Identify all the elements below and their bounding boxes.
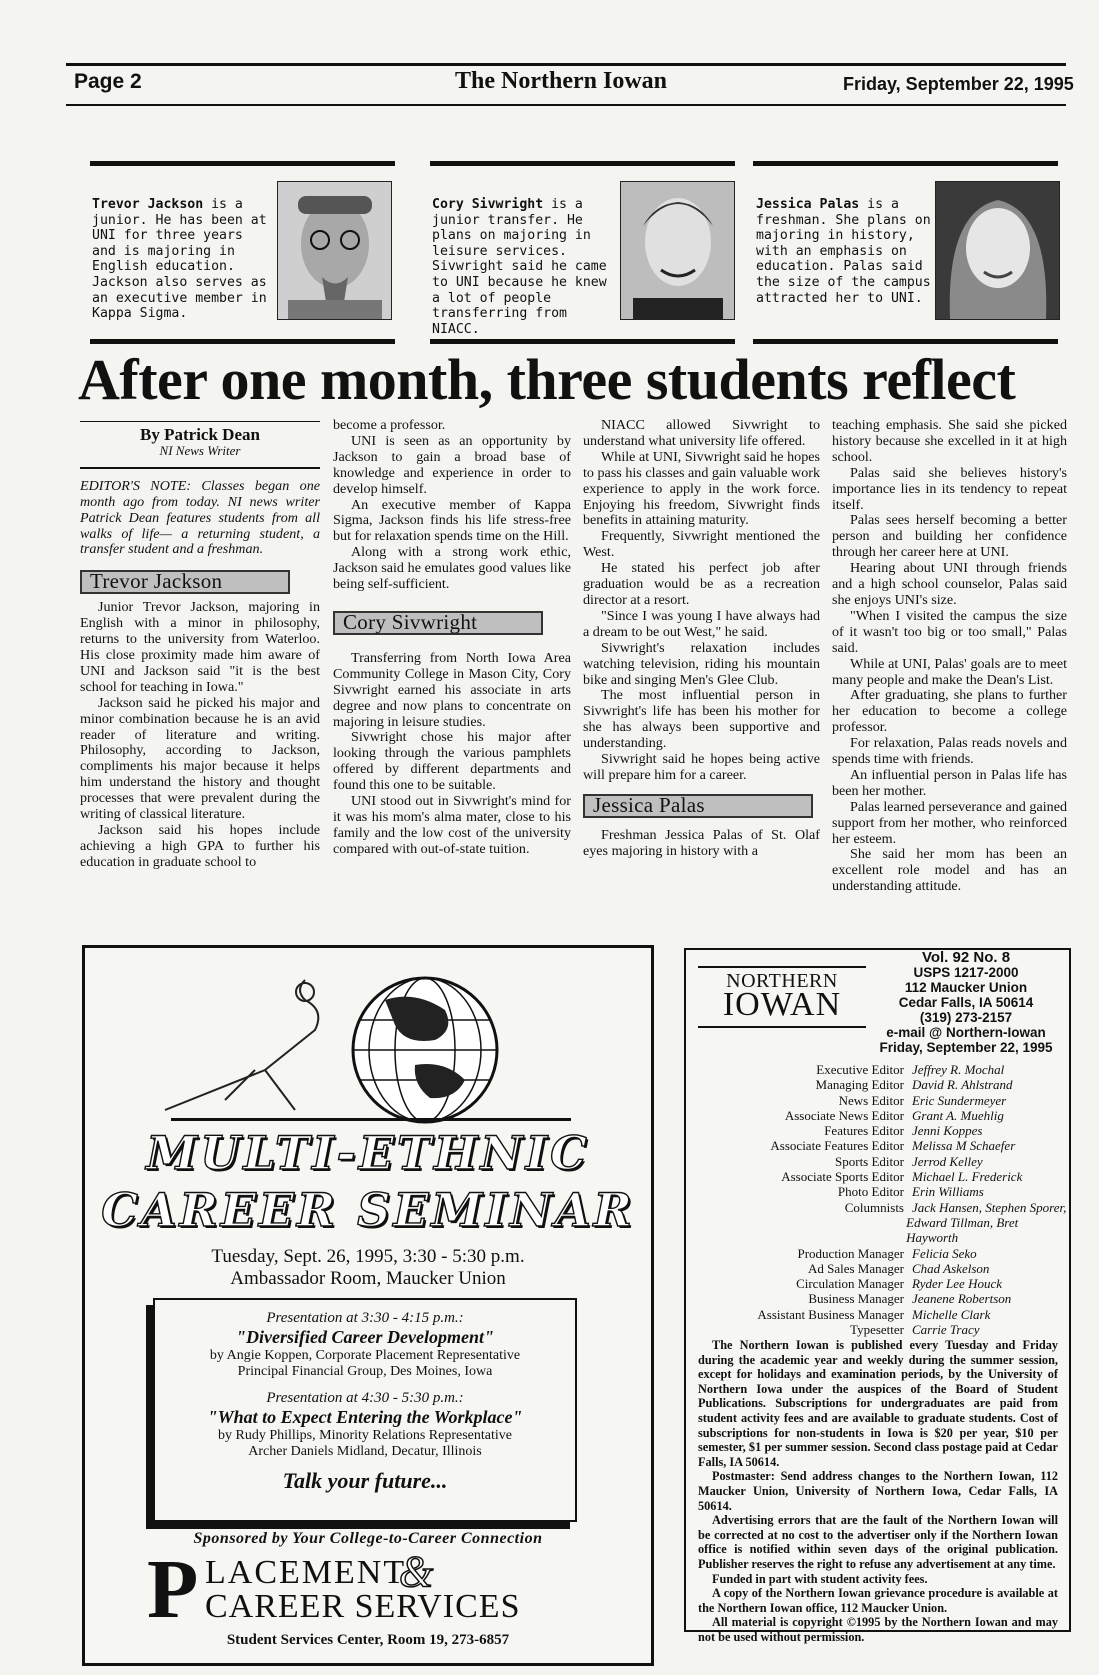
masthead-logo-1: NORTHERN	[726, 970, 838, 992]
masthead-logo-rule-top	[698, 966, 866, 968]
logo-p: P	[147, 1543, 199, 1636]
paragraph: Hearing about UNI through friends and a high school counselor, Palas said she enjoys UNI's size.	[832, 560, 1067, 608]
staff-list	[686, 1062, 1069, 1337]
article-column-1	[80, 425, 320, 871]
paragraph: Jackson said his hopes include achieving a high GPA to further his education in graduate school to	[80, 821, 320, 870]
card-rule-2	[430, 161, 735, 166]
paragraph: Sivwright chose his major after looking through the various pamphlets offered by different departments and found this one to be suitable.	[333, 729, 571, 794]
logo-line2: CAREER SERVICES	[205, 1588, 521, 1625]
headline: After one month, three students reflect	[78, 347, 1016, 412]
publication-info	[698, 1338, 1058, 1644]
p2-by: by Rudy Phillips, Minority Relations Representative	[218, 1428, 512, 1443]
presentations-box	[153, 1298, 577, 1522]
staff-row: Business Manager Jeanene Robertson	[808, 1291, 1012, 1307]
p1-title: "Diversified Career Development"	[236, 1327, 494, 1347]
staff-row: Sports Editor Jerrod Kelley	[835, 1153, 983, 1169]
issue-date: Friday, September 22, 1995	[843, 74, 1074, 94]
paragraph: Palas said she believes history's importance lies in its tendency to repeat itself.	[832, 464, 1067, 513]
paragraph: Frequently, Sivwright mentioned the West.	[583, 528, 820, 561]
ad-rule	[171, 1118, 571, 1121]
paragraph: An influential person in Palas life has been her mother.	[832, 766, 1067, 799]
staff-row: Production Manager Felicia Seko	[797, 1245, 977, 1261]
logo-line1: LACEMENT	[205, 1554, 407, 1591]
paragraph: "Since I was young I have always had a dream to be out West," he said.	[583, 607, 820, 640]
paragraph: He stated his perfect job after graduation would be as a recreation director at a resort.	[583, 560, 820, 608]
staff-row: Executive Editor Jeffrey R. Mochal	[816, 1062, 1005, 1077]
staff-row: Managing Editor David R. Ahlstrand	[815, 1077, 1013, 1093]
article-column-2	[333, 418, 571, 858]
copyright-note: All material is copyright ©1995 by the Northern Iowan and may not be used without permission.	[698, 1615, 1058, 1644]
article-column-3	[583, 418, 820, 860]
funding-note: Funded in part with student activity fees.	[712, 1571, 928, 1586]
photo-trevor	[277, 181, 392, 320]
p2-title: "What to Expect Entering the Workplace"	[207, 1407, 523, 1427]
paragraph: Sivwright said he hopes being active will prepare him for a career.	[583, 751, 820, 783]
p2-org: Archer Daniels Midland, Decatur, Illinois	[248, 1444, 482, 1459]
staff-row: Associate Sports Editor Michael L. Frederick	[781, 1169, 1023, 1185]
p1-by: by Angie Koppen, Corporate Placement Representative	[209, 1348, 521, 1363]
paragraph: Junior Trevor Jackson, majoring in English with a minor in philosophy, returns to the university from Waterloo. His close proximity made him aware of UNI and Jackson said "it is the best school for teaching in Iowa."	[80, 599, 320, 695]
paragraph: After graduating, she plans to further her education to become a college professor.	[832, 687, 1067, 736]
ad-location: Student Services Center, Room 19, 273-6857	[226, 1632, 510, 1648]
paragraph: She said her mom has been an excellent role model and has an understanding attitude.	[832, 846, 1067, 895]
career-seminar-ad	[82, 945, 654, 1666]
card-trevor: Trevor Jackson is a junior. He has been at UNI for three years and is majoring in English education. Jackson also serves as an executive member in Kappa Sigma.	[92, 197, 267, 322]
paragraph: Palas learned perseverance and gained support from her mother, who reinforced her esteem.	[832, 798, 1067, 847]
card-rule-3	[753, 161, 1058, 166]
article-column-4	[832, 418, 1067, 895]
paragraph: Along with a strong work ethic, Jackson said he emulates good values like being self-sufficient.	[333, 544, 571, 593]
postmaster-note: Postmaster: Send address changes to the Northern Iowan, 112 Maucker Union, University of Northern Iowa, Cedar Falls, IA 50614.	[698, 1469, 1058, 1513]
globe-athlete-icon	[155, 970, 575, 1130]
subhead-trevor: Trevor Jackson	[80, 570, 290, 594]
masthead-logo-2: IOWAN	[722, 986, 842, 1023]
grievance-note: A copy of the Northern Iowan grievance procedure is available at the Northern Iowan office, 112 Maucker Union.	[698, 1586, 1058, 1615]
paragraph: While at UNI, Sivwright said he hopes to pass his classes and gain valuable work experience to apply in the work force. Enjoying his freedom, Sivwright finds benefits in attaining maturity.	[583, 448, 820, 529]
header-bottom-rule	[66, 104, 1066, 106]
ad-title-line2: CAREER SEMINAR	[101, 1183, 635, 1237]
masthead-box	[684, 948, 1071, 1644]
card-bottom-rule-1	[90, 339, 395, 344]
paragraph: Jackson said he picked his major and minor combination because he is an avid reader of literature and writing. Philosophy, according to Jackson, compliments his major because it helps him understand the history and thought processes that were prevalent during the writing of classical literature.	[80, 694, 320, 823]
paragraph: While at UNI, Palas' goals are to meet many people and make the Dean's List.	[832, 655, 1067, 688]
staff-row: Edward Tillman, Bret Hayworth	[906, 1214, 1019, 1246]
paragraph: UNI stood out in Sivwright's mind for it was his mom's alma mater, close to his family and the low cost of the university compared with out-of-state tuition.	[333, 793, 571, 857]
staff-row: Photo Editor Erin Williams	[837, 1184, 984, 1200]
pub-statement: The Northern Iowan is published every Tuesday and Friday during the academic year and weekly during the summer session, except for holidays and examination periods, by the University of Northern Iowa under the auspices of the Board of Student Publications. Subscriptions for undergraduates are paid from student activity fees and are available to graduate students. Cost of subscriptions for non-students in Iowa is $20 per year, $10 per semester, $1 per summer session. Second class postage paid at Cedar Falls, IA 50614.	[698, 1338, 1058, 1469]
ad-when: Tuesday, Sept. 26, 1995, 3:30 - 5:30 p.m.	[211, 1246, 525, 1267]
subhead-cory: Cory Sivwright	[333, 611, 543, 635]
staff-row: Associate News Editor Grant A. Muehlig	[784, 1107, 1004, 1123]
ad-where: Ambassador Room, Maucker Union	[230, 1268, 506, 1289]
ad-sponsor: Sponsored by Your College-to-Career Connection	[193, 1530, 543, 1547]
photo-jessica	[935, 181, 1060, 320]
paragraph: An executive member of Kappa Sigma, Jackson finds his life stress-free but for relaxation spends time on the Hill.	[333, 496, 571, 545]
staff-row: Features Editor Jenni Koppes	[824, 1123, 983, 1139]
portrait-jessica-icon	[936, 182, 1059, 319]
portrait-trevor-icon	[278, 182, 391, 319]
masthead-info: Vol. 92 No. 8 USPS 1217-2000 112 Maucker Union Cedar Falls, IA 50614 (319) 273-2157 e-mail @ Northern-Iowan Friday, September 22, 1995	[879, 949, 1053, 1055]
staff-row: Typesetter Carrie Tracy	[850, 1322, 980, 1338]
paragraph: Freshman Jessica Palas of St. Olaf eyes majoring in history with a	[583, 826, 820, 859]
p1-time: Presentation at 3:30 - 4:15 p.m.:	[266, 1310, 464, 1326]
staff-row: Assistant Business Manager Michelle Clark	[757, 1306, 991, 1322]
header-top-rule	[66, 63, 1066, 66]
staff-row: Columnists Jack Hansen, Stephen Sporer,	[844, 1199, 1067, 1215]
ad-title-line1: MULTI-ETHNIC	[146, 1126, 590, 1180]
ad-slogan: Talk your future...	[282, 1468, 448, 1493]
byline-divider	[80, 467, 320, 469]
portrait-cory-icon	[621, 182, 734, 319]
card-bottom-rule-3	[753, 339, 1058, 344]
paragraph: The most influential person in Sivwright's life has been his mother for she has always been supportive and understanding.	[583, 687, 820, 752]
paragraph: teaching emphasis. She said she picked history because she excelled in it at high school.	[832, 417, 1067, 465]
paragraph: Palas sees herself becoming a better person and building her confidence through her career here at UNI.	[832, 512, 1067, 561]
paragraph: become a professor.	[333, 417, 446, 433]
byline-top-rule	[80, 421, 320, 422]
byline-author: By Patrick Dean	[140, 425, 260, 444]
paragraph: "When I visited the campus the size of it wasn't too big or too small," Palas said.	[832, 607, 1067, 656]
staff-row: Ad Sales Manager Chad Askelson	[807, 1260, 990, 1276]
errors-note: Advertising errors that are the fault of the Northern Iowan will be corrected at no cost to the advertiser only if the Northern Iowan office is notified within seven days of the original publication. Publisher reserves the right to refuse any advertisement at any time.	[698, 1513, 1058, 1571]
card-rule-1	[90, 161, 395, 166]
paper-name: The Northern Iowan	[455, 68, 668, 94]
paragraph: UNI is seen as an opportunity by Jackson to gain a broad base of knowledge and experience in order to develop himself.	[333, 432, 571, 497]
editor-note: EDITOR'S NOTE: Classes began one month ago from today. NI news writer Patrick Dean features students from all walks of life— a returning student, a transfer student and a freshman.	[80, 477, 320, 558]
paragraph: Transferring from North Iowa Area Community College in Mason City, Cory Sivwright earned his associate in arts degree and now plans to concentrate on majoring in leisure studies.	[333, 649, 571, 730]
card-cory: Cory Sivwright is a junior transfer. He plans on majoring in leisure services. Sivwright said he came to UNI because he knew a lot of people transferring from NIACC.	[432, 197, 607, 337]
p1-org: Principal Financial Group, Des Moines, Iowa	[237, 1364, 493, 1379]
paragraph: NIACC allowed Sivwright to understand what university life offered.	[583, 417, 820, 449]
paragraph: Sivwright's relaxation includes watching television, riding his mountain bike and singing Men's Glee Club.	[583, 639, 820, 688]
masthead-logo-rule-bottom	[698, 1026, 866, 1028]
staff-row: News Editor Eric Sundermeyer	[838, 1092, 1007, 1108]
staff-row: Circulation Manager Ryder Lee Houck	[796, 1276, 1003, 1292]
p2-time: Presentation at 4:30 - 5:30 p.m.:	[266, 1390, 464, 1406]
subhead-jessica: Jessica Palas	[583, 794, 813, 818]
card-bottom-rule-2	[430, 339, 735, 344]
paragraph: For relaxation, Palas reads novels and spends time with friends.	[832, 735, 1067, 768]
page-number: Page 2	[74, 70, 142, 93]
staff-row: Associate Features Editor Melissa M Schaefer	[770, 1138, 1016, 1154]
logo-amp: &	[399, 1547, 434, 1596]
photo-cory	[620, 181, 735, 320]
card-jessica: Jessica Palas is a freshman. She plans on majoring in history, with an emphasis on education. Palas said the size of the campus attracted her to UNI.	[756, 197, 931, 306]
byline-role: NI News Writer	[159, 442, 241, 458]
